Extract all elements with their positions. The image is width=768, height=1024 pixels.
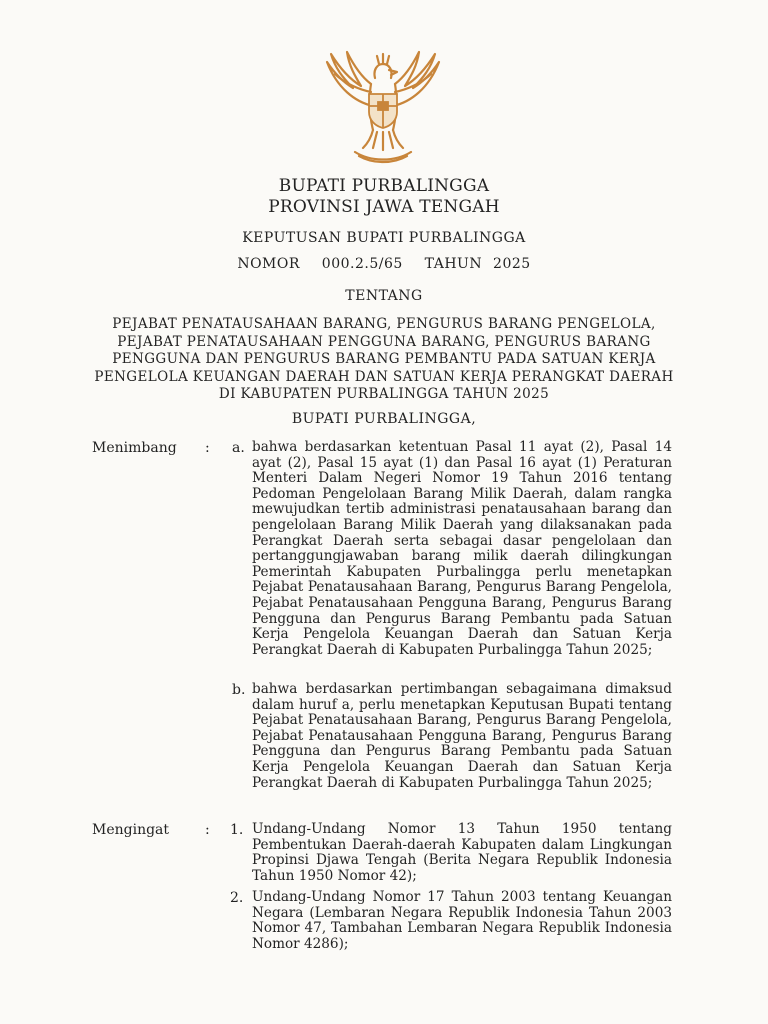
mengingat-item-1: Undang-Undang Nomor 13 Tahun 1950 tentang Pembentukan Daerah-daerah Kabupaten dalam Lingkungan Propinsi Djawa Tengah (Berita Negara Republik Indonesia Tahun 1950 Nomor 42); bbox=[252, 821, 672, 884]
menimbang-item-a: bahwa berdasarkan ketentuan Pasal 11 ayat (2), Pasal 14 ayat (2), Pasal 15 ayat (1) dan Pasal 16 ayat (1) Peraturan Menteri Dalam Negeri Nomor 19 Tahun 2016 tentang Pedoman Pengelolaan Barang Milik Daerah, dalam rangka mewujudkan tertib administrasi penatausahaan barang dan pengelolaan Barang Milik Daerah yang dilaksanakan pada Perangkat Daerah serta sebagai dasar pengelolaan dan pertanggungjawaban barang milik daerah dilingkungan Pemerintah Kabupaten Purbalingga perlu menetapkan Pejabat Penatausahaan Barang, Pengurus Barang Pengelola, Pejabat Penatausahaan Pengguna Barang, Pengurus Barang Pengguna dan Pengurus Barang Pembantu pada Satuan Kerja Pengelola Keuangan Daerah dan Satuan Kerja Perangkat Daerah di Kabupaten Purbalingga Tahun 2025; bbox=[252, 439, 672, 658]
menimbang-item-b: bahwa berdasarkan pertimbangan sebagaimana dimaksud dalam huruf a, perlu menetapkan Keputusan Bupati tentang Pejabat Penatausahaan Barang, Pengurus Barang Pengelola, Pejabat Penatausahaan Pengguna Barang, Pengurus Barang Pengguna dan Pengurus Barang Pembantu pada Satuan Kerja Pengelola Keuangan Daerah dan Satuan Kerja Perangkat Daerah di Kabupaten Purbalingga Tahun 2025; bbox=[252, 681, 672, 791]
menimbang-colon: : bbox=[205, 440, 210, 456]
decree-issuer: BUPATI PURBALINGGA, bbox=[291, 411, 477, 427]
mengingat-marker-2: 2. bbox=[230, 890, 244, 906]
subject-line: PENGGUNA DAN PENGURUS BARANG PEMBANTU PADA SATUAN KERJA bbox=[112, 351, 656, 367]
decree-subject bbox=[0, 316, 768, 404]
mengingat-item-2: Undang-Undang Nomor 17 Tahun 2003 tentang Keuangan Negara (Lembaran Negara Republik Indonesia Tahun 2003 Nomor 47, Tambahan Lembaran Negara Republik Indonesia Nomor 4286); bbox=[252, 889, 672, 952]
menimbang-marker-a: a. bbox=[232, 440, 245, 456]
mengingat-label: Mengingat bbox=[92, 822, 170, 838]
subject-line: PEJABAT PENATAUSAHAAN PENGGUNA BARANG, PENGURUS BARANG bbox=[117, 333, 651, 350]
regent-title: BUPATI PURBALINGGA bbox=[278, 176, 490, 196]
province-title: PROVINSI JAWA TENGAH bbox=[268, 197, 500, 217]
menimbang-label: Menimbang bbox=[92, 440, 177, 456]
decree-title: KEPUTUSAN BUPATI PURBALINGGA bbox=[242, 230, 526, 246]
mengingat-marker-1: 1. bbox=[230, 822, 244, 838]
subject-line: DI KABUPATEN PURBALINGGA TAHUN 2025 bbox=[218, 386, 550, 402]
menimbang-marker-b: b. bbox=[232, 682, 246, 698]
mengingat-colon: : bbox=[205, 822, 210, 838]
garuda-emblem-icon bbox=[315, 44, 451, 172]
subject-line: PEJABAT PENATAUSAHAAN BARANG, PENGURUS BARANG PENGELOLA, bbox=[112, 316, 656, 332]
decree-number: NOMOR 000.2.5/65 TAHUN 2025 bbox=[237, 256, 531, 272]
subject-line: PENGELOLA KEUANGAN DAERAH DAN SATUAN KERJA PERANGKAT DAERAH bbox=[94, 368, 674, 385]
decree-about: TENTANG bbox=[345, 288, 423, 304]
